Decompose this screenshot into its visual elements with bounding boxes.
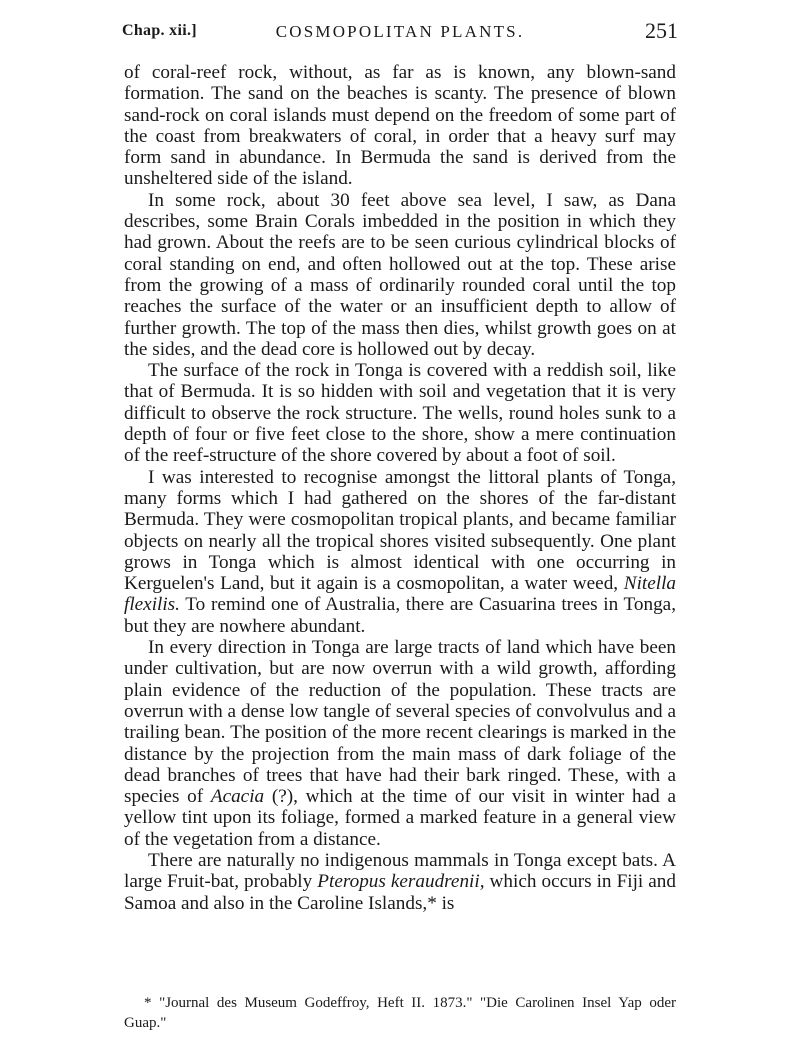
paragraph-1: of coral-reef rock, without, as far as is known, any blown-sand formation. The sand on the beaches is scanty. The presence of blown sand-rock on coral islands must depend on the freedom of some part of the coast from breakwaters of coral, in order that a heavy surf may form sand in abundance. In Bermuda the sand is derived from the unsheltered side of the island. bbox=[124, 62, 676, 190]
paragraph-5-text-end: (?), which at the time of our visit in winter had a yellow tint upon its foliage, formed a marked feature in a general view of the vegetation from a distance. bbox=[124, 786, 676, 850]
species-name-nitella: Nitella flexilis. bbox=[124, 573, 676, 616]
paragraph-6 bbox=[124, 850, 676, 914]
paragraph-6-text: There are naturally no indigenous mammals in Tonga except bats. A large Fruit-bat, probably bbox=[124, 849, 676, 893]
paragraph-4-text-end: To remind one of Australia, there are Casuarina trees in Tonga, but they are nowhere abundant. bbox=[124, 594, 676, 637]
genus-name-acacia: Acacia bbox=[210, 786, 265, 808]
footnote bbox=[124, 993, 676, 1033]
running-header bbox=[122, 18, 678, 48]
paragraph-3: The surface of the rock in Tonga is covered with a reddish soil, like that of Bermuda. It is so hidden with soil and vegetation that it is very difficult to observe the rock structure. The wells, round holes sunk to a depth of four or five feet close to the shore, show a mere continuation of the reef-structure of the shore covered by about a foot of soil. bbox=[124, 360, 676, 467]
page-number: 251 bbox=[645, 18, 678, 43]
paragraph-6-text-end: which occurs in Fiji and Samoa and also in the Caroline Islands,* is bbox=[124, 871, 676, 914]
chapter-label: Chap. xii.] bbox=[122, 22, 197, 39]
running-title: COSMOPOLITAN PLANTS. bbox=[275, 22, 525, 41]
footnote-text: * "Journal des Museum Godeffroy, Heft II. 1873." "Die Carolinen Insel Yap oder Guap." bbox=[124, 995, 676, 1031]
paragraph-4 bbox=[124, 467, 676, 637]
paragraph-2: In some rock, about 30 feet above sea level, I saw, as Dana describes, some Brain Corals imbedded in the position in which they had grown. About the reefs are to be seen curious cylindrical blocks of coral standing on end, and often hollowed out at the top. These arise from the growing of a mass of ordinarily rounded coral until the top reaches the surface of the water or an insufficient depth to allow of further growth. The top of the mass then dies, whilst growth goes on at the sides, and the dead core is hollowed out by decay. bbox=[124, 189, 676, 360]
paragraph-5-text: In every direction in Tonga are large tracts of land which have been under cultivation, but are now overrun with a wild growth, affording plain evidence of the reduction of the population. These tracts are overrun with a dense low tangle of several species of convolvulus and a trailing bean. The position of the more recent clearings is marked in the distance by the projection from the main mass of dark foliage of the dead branches of trees that have had their bark ringed. These, with a species of bbox=[124, 637, 676, 808]
paragraph-4-text: I was interested to recognise amongst the littoral plants of Tonga, many forms which I had gathered on the shores of the far-distant Bermuda. They were cosmopolitan tropical plants, and became familiar objects on nearly all the tropical shores visited subsequently. One plant grows in Tonga which is almost identical with one occurring in Kerguelen's Land, but it again is a cosmopolitan, a water weed, bbox=[124, 466, 676, 595]
species-name-pteropus: Pteropus keraudrenii, bbox=[317, 871, 485, 893]
body-text bbox=[124, 62, 676, 914]
paragraph-5 bbox=[124, 637, 676, 850]
